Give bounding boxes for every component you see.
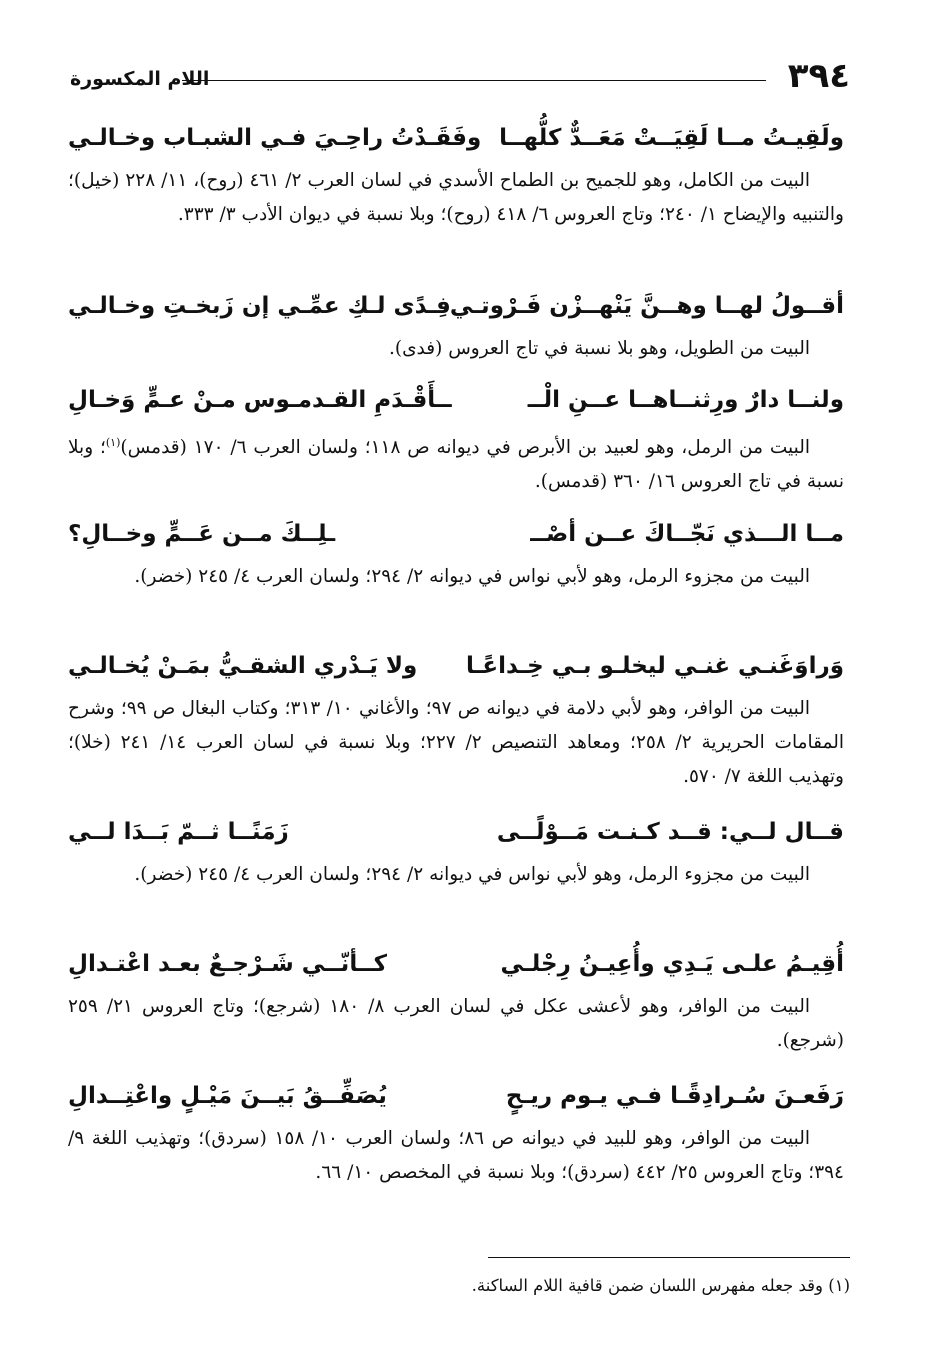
verse-first-hemistich: مــا الـــذي نَجّــاكَ عــن أصْــ <box>530 521 844 547</box>
commentary-text: البيت من مجزوء الرمل، وهو لأبي نواس في ديوانه ٢/ ٢٩٤؛ ولسان العرب ٤/ ٢٤٥ (خضر). <box>134 566 810 587</box>
footnote-rule <box>488 1257 850 1258</box>
commentary-text <box>68 426 844 499</box>
poem-entry <box>68 1070 844 1190</box>
commentary-text: البيت من الوافر، وهو لأعشى عكل في لسان العرب ٨/ ١٨٠ (شرجع)؛ وتاج العروس ٢١/ ٢٥٩ (شرجع). <box>68 996 844 1051</box>
verse-commentary <box>68 332 844 366</box>
commentary-text: البيت من الوافر، وهو لأبي دلامة في ديوانه ص ٩٧؛ والأغاني ١٠/ ٣١٣؛ وكتاب البغال ص ٩٩؛ وشرح المقامات الحريرية ٢/ ٢٥٨؛ ومعاهد التنصيص ٢/ ٢٢٧؛ وبلا نسبة في لسان العرب ١٤/ ٢٤١ (خلا)؛ وتهذيب اللغة ٧/ ٥٧٠. <box>68 698 844 787</box>
verse-line <box>68 112 844 164</box>
verse-second-hemistich: كــأنّــي شَـرْجـعٌ بعـد اعْتـدالِ <box>68 951 388 977</box>
verse-line <box>68 1070 844 1122</box>
verse-line <box>68 508 844 560</box>
poem-entry <box>68 508 844 594</box>
verse-line <box>68 374 844 426</box>
footnote: (١) وقد جعله مفهرس اللسان ضمن قافية اللام الساكنة. <box>471 1276 850 1295</box>
verse-second-hemistich: يُصَفِّــقُ بَيــنَ مَيْـلٍ واعْتِــدالِ <box>68 1083 387 1109</box>
verse-second-hemistich: وفَقَـدْتُ راحِـيَ فـي الشبـاب وخـالـي <box>68 125 482 151</box>
commentary-text-part: ؛ وبلا نسبة في تاج العروس ١٦/ ٣٦٠ (قدمس). <box>68 437 844 493</box>
running-header <box>70 56 850 100</box>
header-rule <box>182 80 766 81</box>
page-number: ٣٩٤ <box>787 56 850 96</box>
verse-second-hemistich: زَمَنًــا ثــمّ بَــدَا لــي <box>68 819 289 845</box>
verse-line <box>68 280 844 332</box>
verse-first-hemistich: ولَقِيـتُ مــا لَقِيَــتْ مَعَــدٌّ كلُّهــا <box>499 125 844 151</box>
verse-line <box>68 938 844 990</box>
commentary-text: البيت من الكامل، وهو للجميح بن الطماح الأسدي في لسان العرب ٢/ ٤٦١ (روح)، ١١/ ٢٢٨ (خيل)؛ والتنبيه والإيضاح ١/ ٢٤٠؛ وتاج العروس ٦/ ٤١٨ (روح)؛ وبلا نسبة في ديوان الأدب ٣/ ٣٣٣. <box>68 170 844 225</box>
verse-first-hemistich: ولنــا دارٌ ورِثنــاهــا عــنِ الْــ <box>527 387 844 413</box>
verse-commentary <box>68 858 844 892</box>
poem-entry <box>68 112 844 232</box>
commentary-text: البيت من الطويل، وهو بلا نسبة في تاج العروس (فدى). <box>388 338 810 359</box>
verse-first-hemistich: أُقِيـمُ علـى يَـدِي وأُعِيـنُ رِجْلـي <box>500 951 844 977</box>
verse-second-hemistich: فِـدًى لـكِ عمِّـي إن زَبخـتِ وخـالـي <box>68 293 451 319</box>
verse-first-hemistich: أقــولُ لهــا وهــنَّ يَنْهــزْن فَـرْوتـي <box>449 293 844 319</box>
poem-entry <box>68 640 844 794</box>
verse-second-hemistich: ولا يَـدْري الشقـيُّ بمَـنْ يُخـالـي <box>68 653 418 679</box>
verse-line <box>68 806 844 858</box>
verse-commentary <box>68 164 844 232</box>
verse-commentary <box>68 692 844 794</box>
verse-line <box>68 640 844 692</box>
verse-first-hemistich: رَفَعـنَ سُـرادِقًـا فـي يـوم ريـحٍ <box>505 1083 844 1109</box>
commentary-text: البيت من مجزوء الرمل، وهو لأبي نواس في ديوانه ٢/ ٢٩٤؛ ولسان العرب ٤/ ٢٤٥ (خضر). <box>134 864 810 885</box>
poem-entry <box>68 806 844 892</box>
verse-first-hemistich: وَراوَغَنـي غنـي ليخلـو بـي خِـداعًـا <box>465 653 844 679</box>
poem-entry <box>68 938 844 1058</box>
verse-commentary <box>68 426 844 499</box>
verse-second-hemistich: ـلِــكَ مــن عَــمٍّ وخــالِ؟ <box>68 521 336 547</box>
footnote-marker: (١) <box>105 436 121 449</box>
verse-first-hemistich: قــال لــي: قــد كـنـت مَــوْلًــى <box>496 819 844 845</box>
running-title: اللام المكسورة <box>70 68 210 90</box>
poem-entry <box>68 280 844 366</box>
verse-commentary <box>68 560 844 594</box>
verse-commentary <box>68 990 844 1058</box>
commentary-text-part: البيت من الرمل، وهو لعبيد بن الأبرص في ديوانه ص ١١٨؛ ولسان العرب ٦/ ١٧٠ (قدمس) <box>120 437 810 459</box>
poem-entry <box>68 374 844 499</box>
verse-second-hemistich: ــأَقْـدَمِ القـدمـوس مـنْ عـمٍّ وَخـالِ <box>68 387 452 413</box>
verse-commentary <box>68 1122 844 1190</box>
commentary-text: البيت من الوافر، وهو للبيد في ديوانه ص ٨٦؛ ولسان العرب ١٠/ ١٥٨ (سردق)؛ وتهذيب اللغة ٩/ ٣٩٤؛ وتاج العروس ٢٥/ ٤٤٢ (سردق)؛ وبلا نسبة في المخصص ١٠/ ٦٦. <box>68 1128 844 1183</box>
